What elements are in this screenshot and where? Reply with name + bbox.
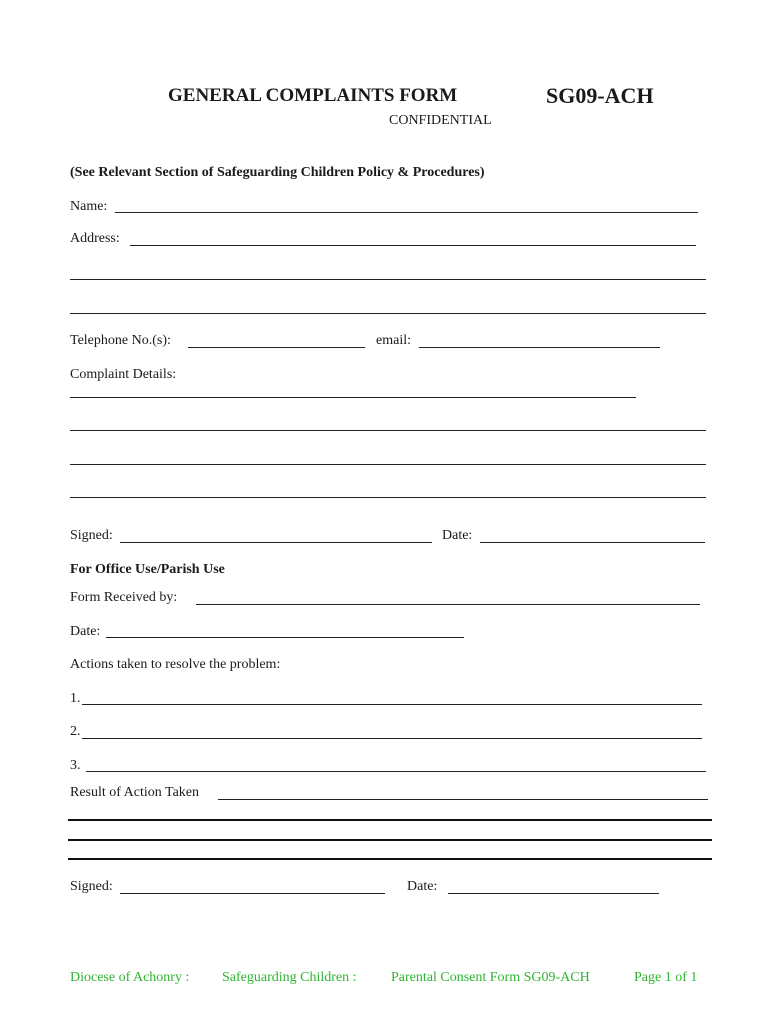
action-2-field[interactable] — [82, 722, 706, 740]
action-3-label: 3. — [70, 758, 81, 773]
action-2-label: 2. — [70, 724, 81, 739]
email-field[interactable] — [419, 331, 664, 349]
action-1-label: 1. — [70, 691, 81, 706]
name-field[interactable] — [115, 197, 702, 215]
footer-form: Parental Consent Form SG09-ACH — [391, 970, 590, 985]
result-field[interactable] — [218, 783, 712, 801]
footer-safeguarding: Safeguarding Children : — [222, 970, 357, 985]
office-date-field[interactable] — [106, 621, 468, 639]
name-label: Name: — [70, 199, 108, 214]
complaint-field-4[interactable] — [70, 481, 710, 499]
address-field-3[interactable] — [70, 297, 710, 315]
date-field[interactable] — [480, 526, 709, 544]
result-label: Result of Action Taken — [70, 785, 200, 800]
final-date-field[interactable] — [448, 877, 663, 895]
form-received-label: Form Received by: — [70, 590, 178, 605]
office-date-label: Date: — [70, 624, 101, 639]
actions-heading: Actions taken to resolve the problem: — [70, 657, 281, 672]
confidential-label: CONFIDENTIAL — [389, 113, 492, 128]
office-use-heading: For Office Use/Parish Use — [70, 562, 225, 577]
final-signature-field[interactable] — [120, 877, 389, 895]
complaint-details-label: Complaint Details: — [70, 367, 177, 382]
email-label: email: — [376, 333, 411, 348]
form-code: SG09-ACH — [546, 83, 654, 108]
date-label: Date: — [442, 528, 473, 543]
form-title: GENERAL COMPLAINTS FORM — [168, 85, 458, 106]
signature-field[interactable] — [120, 526, 436, 544]
policy-note: (See Relevant Section of Safeguarding Children Policy & Procedures) — [70, 165, 485, 180]
telephone-field[interactable] — [188, 331, 369, 349]
result-rule-2 — [68, 839, 712, 841]
signed-label: Signed: — [70, 528, 113, 543]
address-field-1[interactable] — [130, 229, 700, 247]
telephone-label: Telephone No.(s): — [70, 333, 171, 348]
address-field-2[interactable] — [70, 263, 710, 281]
result-rule-1 — [68, 819, 712, 821]
action-3-field[interactable] — [86, 755, 710, 773]
result-rule-3 — [68, 858, 712, 860]
complaint-field-1[interactable] — [70, 381, 640, 399]
address-label: Address: — [70, 231, 120, 246]
form-received-field[interactable] — [196, 588, 704, 606]
footer-page: Page 1 of 1 — [634, 970, 698, 985]
final-date-label: Date: — [407, 879, 438, 894]
final-signed-label: Signed: — [70, 879, 113, 894]
complaint-field-2[interactable] — [70, 414, 710, 432]
complaint-field-3[interactable] — [70, 448, 710, 466]
action-1-field[interactable] — [82, 688, 706, 706]
footer-diocese: Diocese of Achonry : — [70, 970, 190, 985]
